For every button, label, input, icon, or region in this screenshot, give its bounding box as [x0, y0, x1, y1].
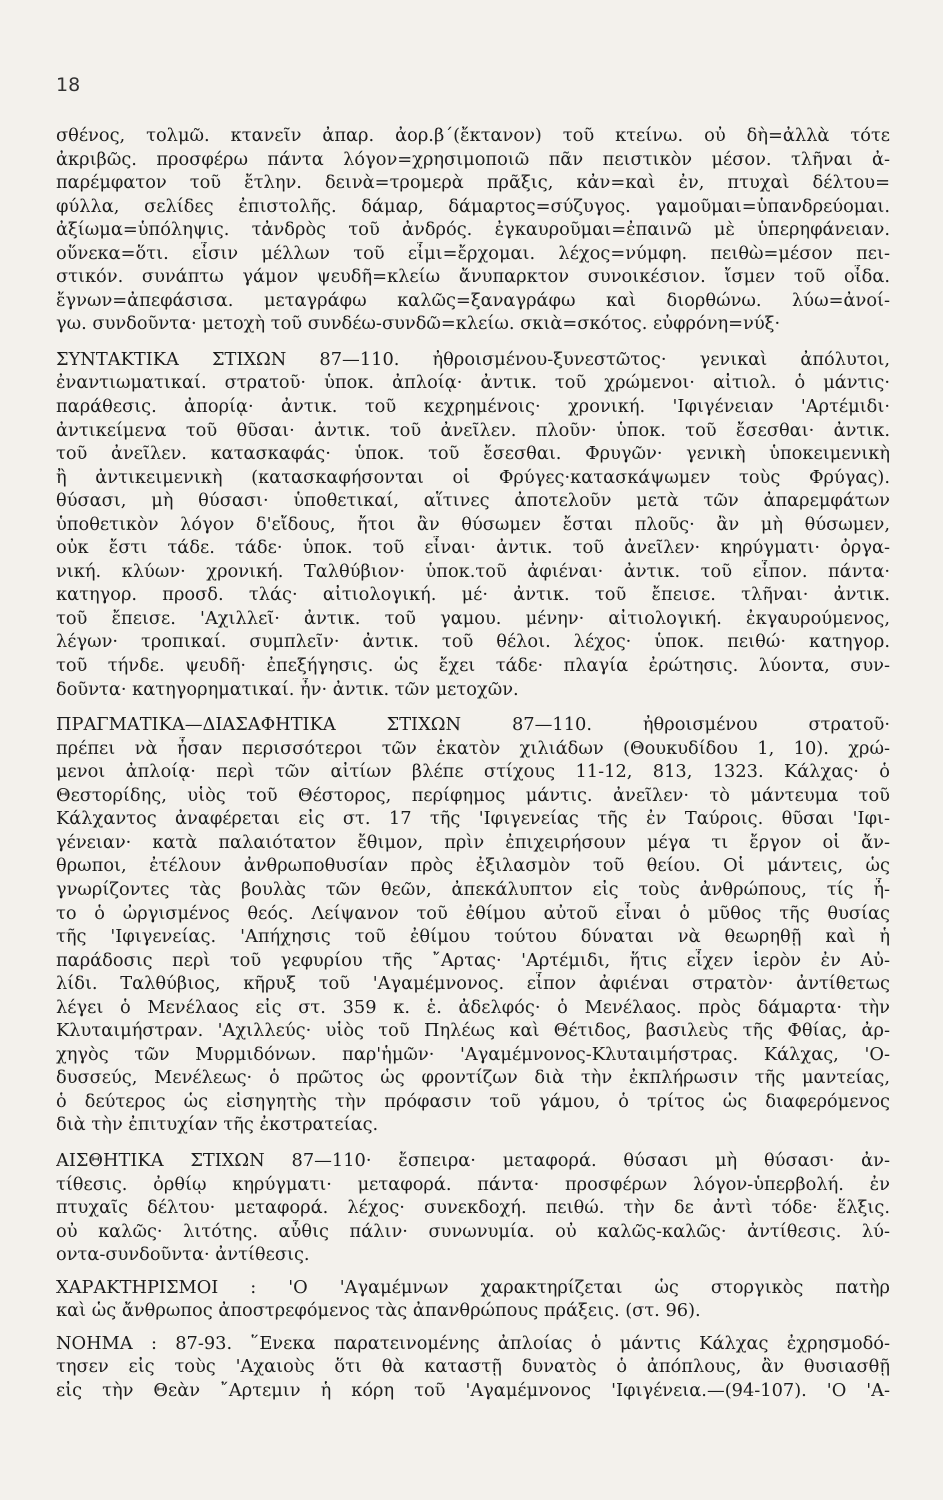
- text-line: δοῦντα· κατηγορηματικαί. ἦν· ἀντικ. τῶν μετοχῶν.: [56, 678, 519, 700]
- text-line: κατηγορ. προσδ. τλάς· αἰτιολογική. μέ· ἀντικ. τοῦ ἔπεισε. τλῆναι· ἀντικ.: [56, 584, 890, 606]
- text-line: Θεστορίδης, υἱὸς τοῦ Θέστορος, περίφημος μάντις. ἀνεῖλεν· τὸ μάντευμα τοῦ: [56, 784, 890, 806]
- text-line: τίθεσις. ὀρθίῳ κηρύγματι· μεταφορά. πάντα· προσφέρων λόγον-ὑπερβολή. ἐν: [56, 1173, 890, 1195]
- text-line: οὐκ ἔστι τάδε. τάδε· ὑποκ. τοῦ εἶναι· ἀντικ. τοῦ ἀνεῖλεν· κηρύγματι· ὀργα-: [56, 537, 890, 559]
- text-line: ΑΙΣΘΗΤΙΚΑ ΣΤΙΧΩΝ 87—110· ἔσπειρα· μεταφορά. θύσασι μὴ θύσασι· ἀν-: [56, 1149, 890, 1171]
- text-line: νική. κλύων· χρονική. Ταλθύβιον· ὑποκ.τοῦ ἀφιέναι· ἀντικ. τοῦ εἶπον. πάντα·: [56, 560, 890, 582]
- text-line: τησεν εἰς τοὺς 'Αχαιοὺς ὅτι θὰ καταστῇ δυνατὸς ὁ ἀπόπλους, ἂν θυσιασθῇ: [56, 1356, 890, 1378]
- aesthetic-section: [56, 1149, 890, 1267]
- section-gap: [56, 336, 890, 348]
- text-line: θρωποι, ἐτέλουν ἀνθρωποθυσίαν πρὸς ἐξιλασμὸν τοῦ θείου. Οἱ μάντεις, ὡς: [56, 855, 890, 877]
- text-line: ἢ ἀντικειμενικὴ (κατασκαφήσονται οἱ Φρύγες·κατασκάψωμεν τοὺς Φρύγας).: [56, 466, 890, 488]
- text-line: ἀξίωμα=ὑπόληψις. τἀνδρὸς τοῦ ἀνδρός. ἐγκαυροῦμαι=ἐπαινῶ μὲ ὑπερηφάνειαν.: [56, 219, 890, 241]
- section-gap: [56, 701, 890, 713]
- text-line: παρέμφατον τοῦ ἔτλην. δεινὰ=τρομερὰ πρᾶξις, κἀν=καὶ ἐν, πτυχαὶ δέλτου=: [56, 172, 890, 194]
- section-gap: [56, 1137, 890, 1149]
- commentary-text: [56, 124, 890, 1402]
- text-line: ὁ δεύτερος ὡς εἰσηγητὴς τὴν πρόφασιν τοῦ γάμου, ὁ τρίτος ὡς διαφερόμενος: [56, 1090, 890, 1112]
- text-line: τοῦ ἔπεισε. 'Αχιλλεῖ· ἀντικ. τοῦ γαμου. μένην· αἰτιολογική. ἐκγαυρούμενος,: [56, 607, 890, 629]
- page-number: 18: [56, 74, 81, 96]
- text-line: ΝΟΗΜΑ : 87-93. ῞Ενεκα παρατεινομένης ἀπλοίας ὁ μάντις Κάλχας ἐχρησμοδό-: [56, 1332, 890, 1354]
- text-line: λέγων· τροπικαί. συμπλεῖν· ἀντικ. τοῦ θέλοι. λέχος· ὑποκ. πειθώ· κατηγορ.: [56, 631, 890, 653]
- text-line: σθένος, τολμῶ. κτανεῖν ἀπαρ. ἀορ.β΄(ἔκτανον) τοῦ κτείνω. οὐ δὴ=ἀλλὰ τότε: [56, 125, 890, 146]
- section-gap: [56, 1267, 890, 1276]
- text-line: εἰς τὴν Θεὰν ῎Αρτεμιν ἡ κόρη τοῦ 'Αγαμέμνονος 'Ιφιγένεια.—(94-107). 'Ο 'Α-: [56, 1379, 890, 1401]
- text-line: παράθεσις. ἀπορίᾳ· ἀντικ. τοῦ κεχρημένοις· χρονική. 'Ιφιγένειαν 'Αρτέμιδι·: [56, 396, 890, 418]
- factual-section: [56, 713, 890, 1137]
- text-line: χηγὸς τῶν Μυρμιδόνων. παρ'ἡμῶν· 'Αγαμέμνονος-Κλυταιμήστρας. Κάλχας, 'Ο-: [56, 1043, 890, 1065]
- text-line: λίδι. Ταλθύβιος, κῆρυξ τοῦ 'Αγαμέμνονος. εἶπον ἀφιέναι στρατὸν· ἀντίθετως: [56, 973, 890, 995]
- text-line: παράδοσις περὶ τοῦ γεφυρίου τῆς ῎Αρτας· 'Αρτέμιδι, ἥτις εἶχεν ἱερὸν ἐν Αὐ-: [56, 949, 890, 971]
- text-line: το ὁ ὠργισμένος θεός. Λείψανον τοῦ ἐθίμου αὐτοῦ εἶναι ὁ μῦθος τῆς θυσίας: [56, 902, 890, 924]
- text-line: δυσσεύς, Μενέλεως· ὁ πρῶτος ὡς φροντίζων διὰ τὴν ἐκπλήρωσιν τῆς μαντείας,: [56, 1067, 890, 1089]
- text-line: ἐναντιωματικαί. στρατοῦ· ὑποκ. ἀπλοίᾳ· ἀντικ. τοῦ χρώμενοι· αἰτιολ. ὁ μάντις·: [56, 372, 890, 394]
- text-line: πρέπει νὰ ἦσαν περισσότεροι τῶν ἑκατὸν χιλιάδων (Θουκυδίδου 1, 10). χρώ-: [56, 737, 890, 759]
- meaning-section: [56, 1332, 890, 1403]
- text-line: οὕνεκα=ὅτι. εἶσιν μέλλων τοῦ εἶμι=ἔρχομαι. λέχος=νύμφη. πειθὼ=μέσον πει-: [56, 242, 890, 264]
- text-line: τοῦ τήνδε. ψευδῆ· ἐπεξήγησις. ὡς ἔχει τάδε· πλαγία ἐρώτησις. λύοντα, συν-: [56, 655, 890, 677]
- text-line: ἔγνων=ἀπεφάσισα. μεταγράφω καλῶς=ξαναγράφω καὶ διορθώνω. λύω=ἀνοί-: [56, 289, 890, 311]
- text-line: τῆς 'Ιφιγενείας. 'Απήχησις τοῦ ἐθίμου τούτου δύναται νὰ θεωρηθῇ καὶ ἡ: [56, 926, 890, 948]
- section-gap: [56, 1323, 890, 1332]
- text-line: πτυχαῖς δέλτου· μεταφορά. λέχος· συνεκδοχή. πειθώ. τὴν δε ἀντὶ τόδε· ἕλξις.: [56, 1197, 890, 1219]
- text-line: ὑποθετικὸν λόγον δ'εἴδους, ἤτοι ἂν θύσωμεν ἔσται πλοῦς· ἂν μὴ θύσωμεν,: [56, 513, 890, 535]
- syntax-section: [56, 348, 890, 701]
- text-line: διὰ τὴν ἐπιτυχίαν τῆς ἐκστρατείας.: [56, 1114, 379, 1136]
- text-line: γνωρίζοντες τὰς βουλὰς τῶν θεῶν, ἀπεκάλυπτον εἰς τοὺς ἀνθρώπους, τίς ἦ-: [56, 878, 890, 900]
- text-line: Κάλχαντος ἀναφέρεται εἰς στ. 17 τῆς 'Ιφιγενείας τῆς ἐν Ταύροις. θῦσαι 'Ιφι-: [56, 808, 890, 830]
- text-line: Κλυταιμήστραν. 'Αχιλλεύς· υἱὸς τοῦ Πηλέως καὶ Θέτιδος, βασιλεὺς τῆς Φθίας, ἀρ-: [56, 1020, 890, 1042]
- text-line: γω. συνδοῦντα· μετοχὴ τοῦ συνδέω-συνδῶ=κλείω. σκιὰ=σκότος. εὐφρόνη=νύξ·: [56, 313, 781, 335]
- text-line: φύλλα, σελίδες ἐπιστολῆς. δάμαρ, δάμαρτος=σύζυγος. γαμοῦμαι=ὑπανδρεύομαι.: [56, 195, 890, 217]
- text-line: ΠΡΑΓΜΑΤΙΚΑ—ΔΙΑΣΑΦΗΤΙΚΑ ΣΤΙΧΩΝ 87—110. ἠθροισμένου στρατοῦ·: [56, 714, 890, 736]
- text-line: στικόν. συνάπτω γάμον ψευδῆ=κλείω ἄνυπαρκτον συνοικέσιον. ἴσμεν τοῦ οἶδα.: [56, 266, 890, 288]
- text-line: τοῦ ἀνεῖλεν. κατασκαφάς· ὑποκ. τοῦ ἔσεσθαι. Φρυγῶν· γενικὴ ὑποκειμενικὴ: [56, 443, 890, 465]
- vocabulary-section: [56, 124, 890, 336]
- text-line: καὶ ὡς ἄνθρωπος ἀποστρεφόμενος τὰς ἀπανθρώπους πράξεις. (στ. 96).: [56, 1300, 701, 1322]
- text-line: οντα-συνδοῦντα· ἀντίθεσις.: [56, 1244, 310, 1266]
- characterization-section: [56, 1276, 890, 1323]
- text-line: ΧΑΡΑΚΤΗΡΙΣΜΟΙ : 'Ο 'Αγαμέμνων χαρακτηρίζεται ὡς στοργικὸς πατὴρ: [56, 1276, 890, 1298]
- text-line: λέγει ὁ Μενέλαος εἰς στ. 359 κ. ἑ. ἀδελφός· ὁ Μενέλαος. πρὸς δάμαρτα· τὴν: [56, 996, 890, 1018]
- text-line: οὐ καλῶς· λιτότης. αὖθις πάλιν· συνωνυμία. οὐ καλῶς-καλῶς· ἀντίθεσις. λύ-: [56, 1220, 890, 1242]
- text-line: ἀντικείμενα τοῦ θῦσαι· ἀντικ. τοῦ ἀνεῖλεν. πλοῦν· ὑποκ. τοῦ ἔσεσθαι· ἀντικ.: [56, 419, 890, 441]
- text-line: γένειαν· κατὰ παλαιότατον ἔθιμον, πρὶν ἐπιχειρήσουν μέγα τι ἔργον οἱ ἄν-: [56, 831, 890, 853]
- text-line: μενοι ἀπλοίᾳ· περὶ τῶν αἰτίων βλέπε στίχους 11-12, 813, 1323. Κάλχας· ὁ: [56, 761, 890, 783]
- text-line: θύσασι, μὴ θύσασι· ὑποθετικαί, αἵτινες ἀποτελοῦν μετὰ τῶν ἀπαρεμφάτων: [56, 490, 890, 512]
- text-line: ἀκριβῶς. προσφέρω πάντα λόγον=χρησιμοποιῶ πᾶν πειστικὸν μέσον. τλῆναι ἀ-: [56, 148, 890, 170]
- text-line: ΣΥΝΤΑΚΤΙΚΑ ΣΤΙΧΩΝ 87—110. ἠθροισμένου-ξυνεστῶτος· γενικαὶ ἀπόλυτοι,: [56, 348, 890, 370]
